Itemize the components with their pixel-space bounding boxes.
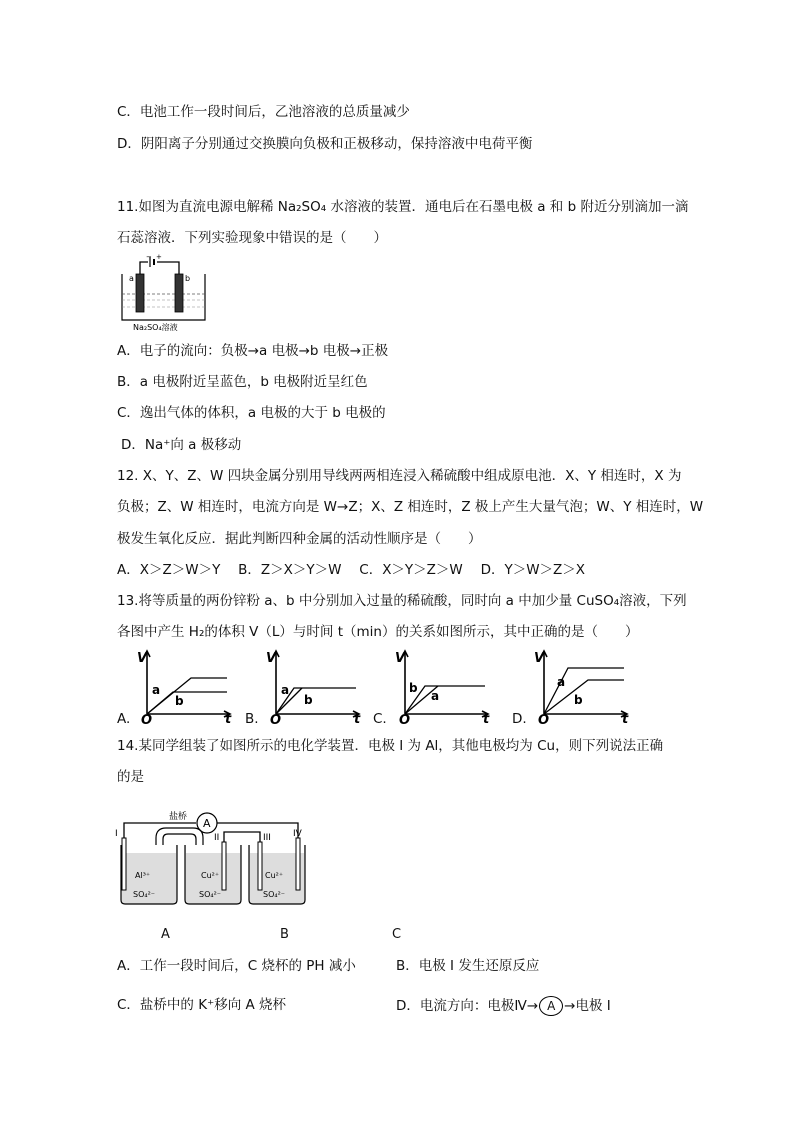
ion-b1: Cu²⁺ [201, 871, 220, 880]
q14-option-d [396, 996, 611, 1016]
q14-option-c: C．盐桥中的 K⁺移向 A 烧杯 [117, 997, 287, 1013]
x-label: t [622, 712, 629, 727]
curve-a [544, 668, 624, 714]
electrode-iv [296, 838, 300, 890]
q13-graph-c-letter: C. [373, 711, 387, 727]
origin-label: O [270, 713, 282, 728]
electrode-b-label: b [185, 274, 191, 283]
q14-option-a: A．工作一段时间后，C 烧杯的 PH 减小 [117, 958, 356, 974]
electrode-b [175, 274, 183, 312]
wire-to-ammeter [124, 823, 196, 838]
q11-option-a: A．电子的流向：负极→a 电极→b 电极→正极 [117, 343, 389, 359]
beaker-c-label: C [392, 927, 402, 942]
q14-option-d-prefix: D．电流方向：电极Ⅳ→ [396, 998, 539, 1014]
beaker [122, 274, 205, 320]
solution-caption: Na₂SO₄溶液 [133, 323, 178, 332]
q14-option-d-suffix: →电极 I [564, 998, 611, 1014]
battery-minus: − [146, 253, 152, 261]
curve-label-1: b [409, 681, 418, 695]
x-label: t [354, 712, 361, 727]
electrode-iii [258, 842, 262, 890]
y-label: V [137, 651, 148, 666]
beaker-b-air [186, 845, 240, 853]
y-label: V [534, 651, 545, 666]
q13-stem-line2: 各图中产生 H₂的体积 V（L）与时间 t（min）的关系如图所示，其中正确的是（ ） [117, 624, 639, 640]
electrode-ii [222, 842, 226, 890]
y-label: V [395, 651, 406, 666]
electrode-iv-label: IV [293, 829, 302, 839]
wire-right [157, 262, 179, 274]
wire-ii-iii [224, 832, 260, 842]
ammeter-label: A [203, 817, 211, 830]
origin-label: O [399, 713, 411, 728]
curve-b [544, 680, 624, 714]
curve-label-1: a [281, 683, 290, 697]
curve-label-2: a [431, 689, 440, 703]
q12-stem-line2: 负极；Z、W 相连时，电流方向是 W→Z；X、Z 相连时，Z 极上产生大量气泡；W、Y 相连时，W [117, 499, 704, 515]
electrode-i [122, 838, 126, 890]
ion-a1: Al³⁺ [135, 871, 151, 880]
curve-label-1: a [152, 683, 161, 697]
q10-option-c: C．电池工作一段时间后，乙池溶液的总质量减少 [117, 104, 410, 120]
q13-graph-a-letter: A. [117, 711, 131, 727]
wire-from-ammeter [217, 823, 298, 838]
ammeter-circle-icon: A [539, 996, 563, 1016]
salt-bridge-label: 盐桥 [169, 812, 188, 822]
q12-options: A．X＞Z＞W＞Y B．Z＞X＞Y＞W C．X＞Y＞Z＞W D．Y＞W＞Z＞X [117, 562, 586, 578]
ion-c1: Cu²⁺ [265, 871, 284, 880]
q12-stem-line1: 12. X、Y、Z、W 四块金属分别用导线两两相连浸入稀硫酸中组成原电池．X、Y 相连时，X 为 [117, 468, 682, 484]
electrode-a [136, 274, 144, 312]
ion-c2: SO₄²⁻ [263, 890, 286, 899]
q14-stem-line1: 14.某同学组装了如图所示的电化学装置．电极 I 为 Al，其他电极均为 Cu，则下列说法正确 [117, 738, 664, 754]
ion-a2: SO₄²⁻ [133, 890, 156, 899]
electrode-iii-label: III [263, 833, 271, 843]
q11-stem-line2: 石蕊溶液．下列实验现象中错误的是（ ） [117, 230, 387, 246]
q12-stem-line3: 极发生氧化反应．据此判断四种金属的活动性顺序是（ ） [117, 531, 482, 547]
q13-graph-c [393, 648, 493, 728]
origin-label: O [141, 713, 153, 728]
battery-plus: + [156, 253, 162, 261]
q13-graph-a [135, 648, 235, 728]
origin-label: O [538, 713, 550, 728]
q11-electrolysis-figure [115, 252, 215, 332]
curve-label-2: b [175, 694, 184, 708]
q10-option-d: D．阴阳离子分别通过交换膜向负极和正极移动，保持溶液中电荷平衡 [117, 136, 533, 152]
q11-option-b: B．a 电极附近呈蓝色，b 电极附近呈红色 [117, 374, 368, 390]
q14-stem-line2: 的是 [117, 769, 144, 785]
electrode-a-label: a [129, 274, 134, 283]
q11-stem-line1: 11.如图为直流电源电解稀 Na₂SO₄ 水溶液的装置．通电后在石墨电极 a 和 b 附近分别滴加一滴 [117, 199, 689, 215]
wire-left [140, 262, 148, 274]
y-label: V [266, 651, 277, 666]
ion-b2: SO₄²⁻ [199, 890, 222, 899]
electrode-i-label: I [115, 829, 118, 839]
beaker-a-label: A [161, 927, 170, 942]
beaker-b-label: B [280, 927, 289, 942]
q13-graph-d [532, 648, 632, 728]
curve-label-2: b [304, 693, 313, 707]
q13-graph-b-letter: B. [245, 711, 259, 727]
electrode-ii-label: II [214, 833, 220, 843]
beaker-a-air [122, 845, 176, 853]
q13-graph-d-letter: D. [512, 711, 527, 727]
q11-option-d: D．Na⁺向 a 极移动 [121, 437, 242, 453]
q14-option-b: B．电极 I 发生还原反应 [396, 958, 540, 974]
curve-label-1: a [557, 675, 566, 689]
q13-graph-b [264, 648, 364, 728]
q13-stem-line1: 13.将等质量的两份锌粉 a、b 中分别加入过量的稀硫酸，同时向 a 中加少量 CuSO₄溶液，下列 [117, 593, 687, 609]
x-label: t [225, 712, 232, 727]
curve-label-2: b [574, 693, 583, 707]
x-label: t [483, 712, 490, 727]
q14-electrochem-figure [113, 800, 313, 910]
q11-option-c: C．逸出气体的体积，a 电极的大于 b 电极的 [117, 405, 386, 421]
